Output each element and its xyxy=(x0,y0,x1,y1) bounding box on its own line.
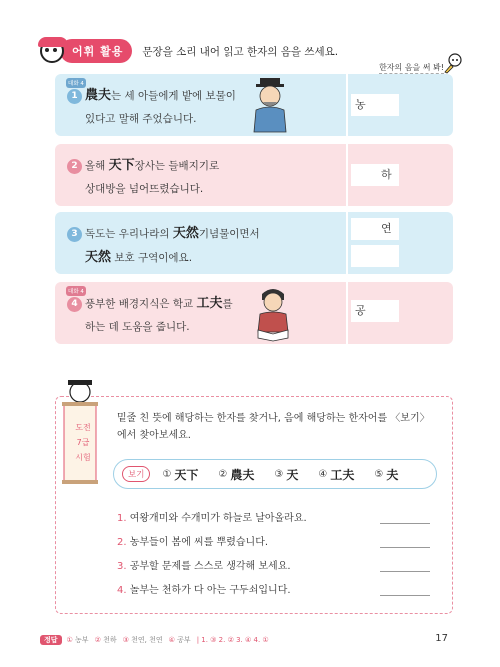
sentence-part: 장사는 들배지기로 xyxy=(134,160,220,172)
sentence-part: 하는 데 도움을 줍니다. xyxy=(85,321,190,333)
hanja-word: 工夫 xyxy=(196,296,223,311)
challenge-question-3 xyxy=(117,557,291,572)
option-number: ② xyxy=(218,468,228,480)
answer-key-number: ④ xyxy=(168,636,175,644)
answer-blank[interactable] xyxy=(380,547,430,548)
question-number: 4 xyxy=(67,297,82,312)
answer-blank[interactable] xyxy=(380,571,430,572)
row-tag: 대화 4 xyxy=(66,286,86,296)
scroll-text: 7급 xyxy=(76,438,90,447)
answer-key-value: 천하 xyxy=(103,636,117,644)
answer-key-number: ③ xyxy=(122,636,129,644)
sentence-part: 기념물이면서 xyxy=(198,228,260,240)
hanja-word: 天然 xyxy=(85,250,112,265)
option-number: ③ xyxy=(274,468,284,480)
sentence-part: 풍부한 배경지식은 학교 xyxy=(85,298,197,310)
option-hanja: 天下 xyxy=(174,467,199,482)
bogi-option[interactable] xyxy=(274,466,298,483)
answer-key xyxy=(40,635,275,645)
question-row-2 xyxy=(55,144,453,206)
answer-key-item xyxy=(67,635,89,645)
section-badge: 어휘 활용 xyxy=(60,39,132,63)
question-text xyxy=(85,222,260,270)
option-hanja: 夫 xyxy=(386,467,399,482)
bogi-box xyxy=(113,459,437,489)
sentence-part: 있다고 말해 주었습니다. xyxy=(85,113,197,125)
question-text xyxy=(85,292,233,339)
bogi-option[interactable] xyxy=(162,466,198,483)
instruction-text: 문장을 소리 내어 읽고 한자의 음을 쓰세요. xyxy=(142,45,339,58)
question-number: 3 xyxy=(67,227,82,242)
question-number: 1 xyxy=(67,89,82,104)
scroll-text: 시험 xyxy=(75,453,91,462)
hanja-word: 農夫 xyxy=(85,88,112,103)
scholar-illustration-icon xyxy=(248,76,292,134)
answer-blank[interactable] xyxy=(380,595,430,596)
option-hanja: 工夫 xyxy=(330,467,355,482)
option-number: ⑤ xyxy=(374,468,384,480)
question-number: 4. xyxy=(117,585,127,596)
answer-key-item xyxy=(169,635,191,645)
sentence-part: 상대방을 넘어뜨렸습니다. xyxy=(85,183,204,195)
sentence-part: 는 세 아들에게 밭에 보물이 xyxy=(111,90,236,102)
answer-box[interactable]: 농 xyxy=(351,94,399,116)
sentence-part: 독도는 우리나라의 xyxy=(85,228,173,240)
challenge-question-4 xyxy=(117,581,291,596)
question-text: 공부할 문제를 스스로 생각해 보세요. xyxy=(129,561,291,572)
question-text xyxy=(85,154,219,201)
answer-key-number: ② xyxy=(94,636,101,644)
bogi-option[interactable] xyxy=(318,466,354,483)
bogi-option[interactable] xyxy=(374,466,398,483)
sentence-part: 올해 xyxy=(85,160,109,172)
scroll-label xyxy=(70,420,96,465)
answer-blank[interactable] xyxy=(380,523,430,524)
sentence-part: 를 xyxy=(222,298,233,310)
sentence-part: 보호 구역이에요. xyxy=(111,252,193,264)
question-number: 3. xyxy=(117,561,127,572)
answer-key-separator: | xyxy=(196,636,200,644)
bogi-label: 보기 xyxy=(122,466,150,482)
bogi-option[interactable] xyxy=(218,466,254,483)
challenge-instruction: 밑줄 친 뜻에 해당하는 한자를 찾거나, 음에 해당하는 한자어를 〈보기〉에서 찾아보세요. xyxy=(117,413,430,441)
question-number: 1. xyxy=(117,513,127,524)
page-number: 17 xyxy=(435,633,448,644)
challenge-question-2 xyxy=(117,533,268,548)
question-number: 2. xyxy=(117,537,127,548)
answer-key-item xyxy=(197,636,269,644)
answer-key-value: 농부 xyxy=(75,636,89,644)
row-tag: 대화 4 xyxy=(66,78,86,88)
answer-box[interactable]: 공 xyxy=(351,300,399,322)
option-number: ④ xyxy=(318,468,328,480)
section-header xyxy=(40,38,338,64)
scroll-text: 도전 xyxy=(75,423,91,432)
question-row-3 xyxy=(55,212,453,274)
option-hanja: 農夫 xyxy=(230,467,255,482)
answer-box[interactable]: 하 xyxy=(351,164,399,186)
answer-key-label: 정답 xyxy=(40,635,62,645)
question-text: 농부들이 봄에 씨를 뿌렸습니다. xyxy=(129,537,269,548)
answer-key-number: ① xyxy=(66,636,73,644)
answer-box-empty[interactable] xyxy=(351,245,399,267)
hanja-word: 天下 xyxy=(108,158,135,173)
answer-key-value: 1. ③ 2. ② 3. ④ 4. ① xyxy=(201,636,269,644)
question-text xyxy=(85,84,236,131)
answer-key-value: 공부 xyxy=(177,636,191,644)
student-reading-illustration-icon xyxy=(252,284,294,342)
option-number: ① xyxy=(162,468,172,480)
question-number: 2 xyxy=(67,159,82,174)
question-text: 놀부는 천하가 다 아는 구두쇠입니다. xyxy=(129,585,291,596)
hanja-word: 天然 xyxy=(172,226,199,241)
answer-key-item xyxy=(95,635,117,645)
answer-key-value: 천연, 천연 xyxy=(131,636,163,644)
challenge-question-1 xyxy=(117,509,307,524)
option-hanja: 天 xyxy=(286,467,299,482)
answer-key-item xyxy=(123,635,163,645)
answer-box[interactable]: 연 xyxy=(351,218,399,240)
pencil-mascot-icon xyxy=(442,52,464,74)
mascot-icon xyxy=(40,39,64,63)
question-text: 여왕개미와 수개미가 하늘로 날아올라요. xyxy=(129,513,307,524)
side-note: 한자의 음을 써 봐! xyxy=(379,63,444,72)
